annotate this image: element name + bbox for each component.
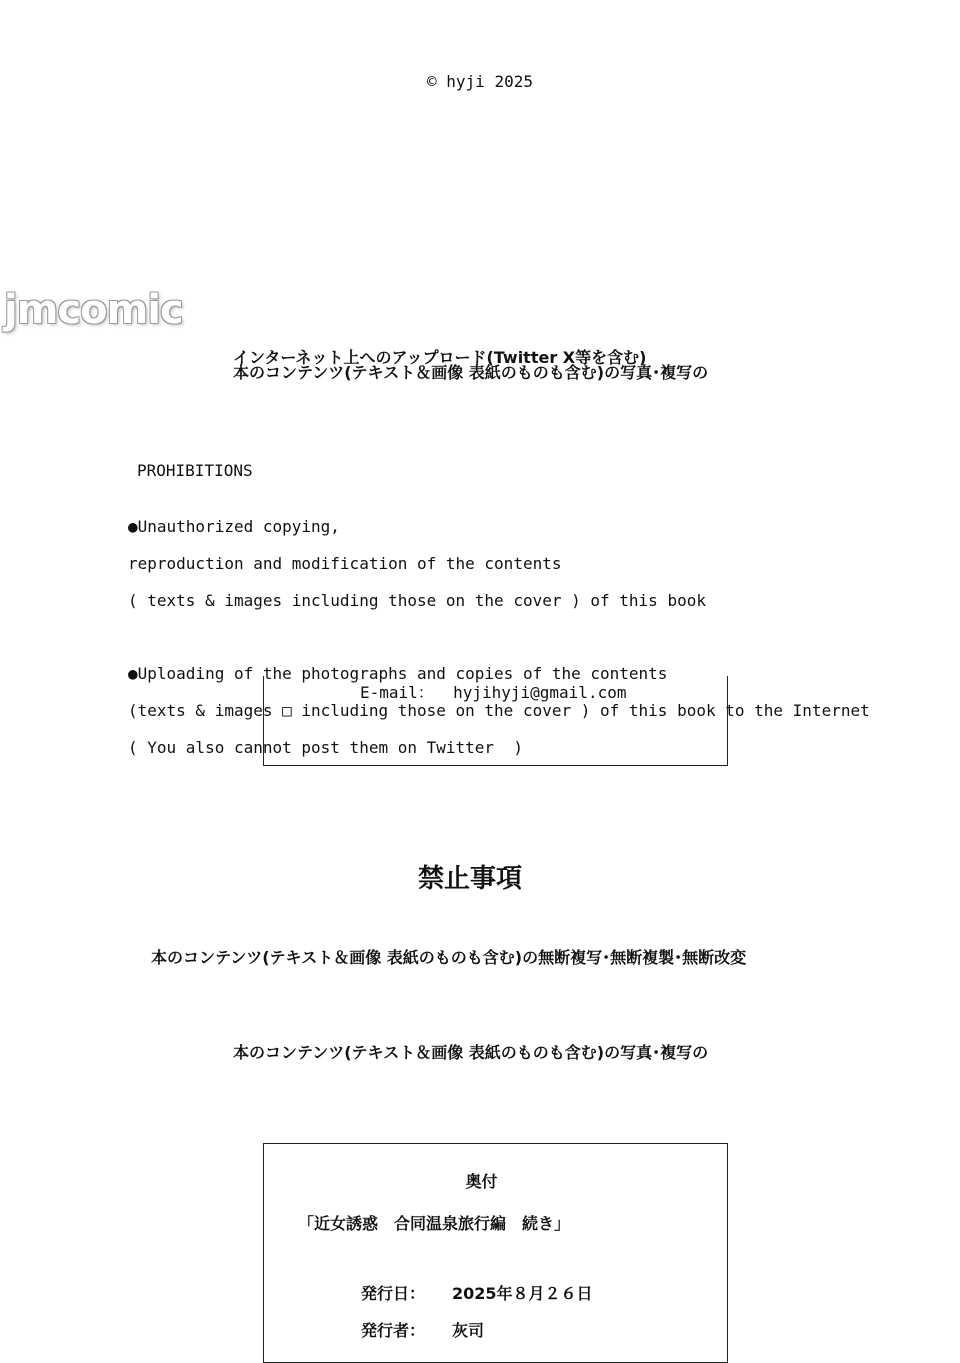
prohibitions-title-japanese: 禁止事項 [417, 864, 522, 894]
japanese-upload-line-clipped-bottom [233, 1002, 709, 1062]
publication-date-label: 発行日： [361, 1284, 426, 1303]
watermark-logo: jmcomic [4, 287, 183, 333]
publisher-value: 灰司 [452, 1321, 485, 1340]
prohibition-item-2-line-3: ( You also cannot post them on Twitter ) [128, 738, 523, 757]
japanese-upload-line-2: インターネット上へのアップロード(Twitter X等を含む) [233, 348, 647, 367]
email-address[interactable]: hyjihyji@gmail.com [453, 683, 627, 702]
japanese-upload-line-bottom: 本のコンテンツ(テキスト＆画像 表紙のものも含む)の写真･複写の [233, 1043, 709, 1062]
prohibition-item-2-line-1: ●Uploading of the photographs and copies of the contents [128, 664, 668, 683]
copyright-notice: © hyji 2025 [427, 72, 533, 91]
email-label: E-mail： [360, 683, 434, 702]
japanese-copy-prohibition-line: 本のコンテンツ(テキスト＆画像 表紙のものも含む)の無断複写･無断複製･無断改変 [151, 948, 747, 967]
prohibition-item-1-line-2: reproduction and modification of the contents [128, 553, 562, 573]
prohibitions-heading: PROHIBITIONS [137, 461, 253, 480]
prohibition-item-1-line-3: ( texts & images including those on the cover ) of this book [128, 590, 706, 610]
book-title: 「近女誘惑 合同温泉旅行編 続き」 [298, 1214, 571, 1233]
publication-date-value: 2025年８月２６日 [452, 1284, 593, 1303]
prohibition-item-1-line-1: ●Unauthorized copying, [128, 516, 340, 536]
japanese-upload-line-1: 本のコンテンツ(テキスト＆画像 表紙のものも含む)の写真･複写の [233, 363, 709, 382]
publisher-label: 発行者： [361, 1321, 426, 1340]
colophon-heading: 奥付 [465, 1172, 498, 1191]
prohibition-item-2-line-2: (texts & images □ including those on the cover ) of this book to the Internet [128, 701, 870, 720]
email-line [360, 680, 626, 703]
